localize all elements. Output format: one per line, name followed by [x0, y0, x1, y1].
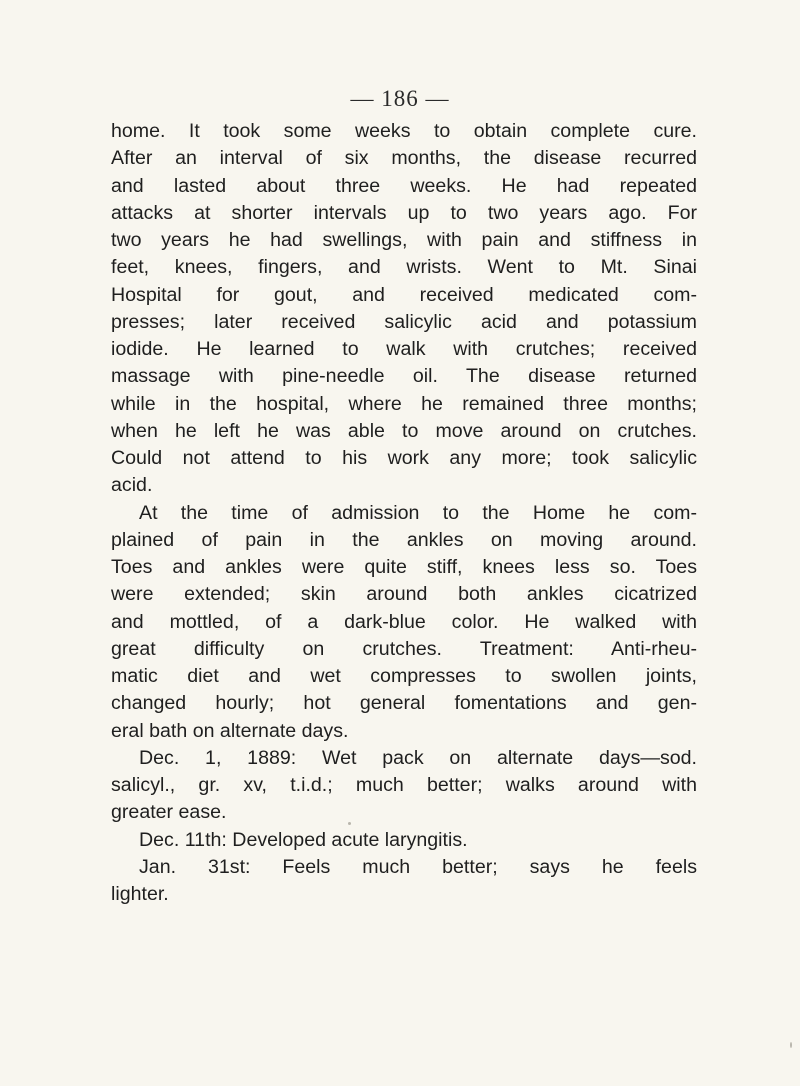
- text-line: feet, knees, fingers, and wrists. Went to Mt. Sinai: [111, 256, 697, 279]
- paper-speck: [348, 822, 351, 825]
- text-line: salicyl., gr. xv, t.i.d.; much better; walks around with: [111, 774, 697, 796]
- text-line: Dec. 11th: Developed acute laryngitis.: [139, 828, 468, 851]
- text-line: great difficulty on crutches. Treatment: Anti-rheu-: [111, 637, 697, 660]
- text-line: greater ease.: [111, 801, 227, 824]
- text-line: changed hourly; hot general fomentations and gen-: [111, 692, 697, 715]
- paper-speck: [790, 1042, 792, 1048]
- text-line: Hospital for gout, and received medicated com-: [111, 283, 697, 306]
- text-line: Jan. 31st: Feels much better; says he feels: [139, 855, 697, 878]
- text-line: when he left he was able to move around on crutches.: [111, 419, 697, 442]
- text-line: home. It took some weeks to obtain complete cure.: [111, 120, 697, 142]
- body-text: [111, 118, 697, 908]
- text-line: two years he had swellings, with pain and stiffness in: [111, 229, 697, 251]
- text-line: while in the hospital, where he remained three months;: [111, 392, 697, 415]
- text-line: At the time of admission to the Home he com-: [139, 501, 697, 524]
- text-line: lighter.: [111, 883, 169, 905]
- text-line: eral bath on alternate days.: [111, 719, 349, 742]
- page-number-header: — 186 —: [350, 86, 450, 111]
- text-line: Could not attend to his work any more; took salicylic: [111, 447, 697, 469]
- text-line: Toes and ankles were quite stiff, knees less so. Toes: [111, 556, 697, 578]
- text-line: were extended; skin around both ankles cicatrized: [111, 583, 697, 606]
- text-line: and lasted about three weeks. He had repeated: [111, 174, 697, 197]
- text-line: After an interval of six months, the disease recurred: [111, 147, 697, 170]
- text-line: iodide. He learned to walk with crutches; received: [111, 338, 697, 360]
- text-line: presses; later received salicylic acid and potassium: [111, 310, 697, 333]
- text-line: and mottled, of a dark-blue color. He walked with: [111, 610, 697, 633]
- text-line: matic diet and wet compresses to swollen joints,: [111, 665, 697, 687]
- text-line: plained of pain in the ankles on moving around.: [111, 528, 697, 551]
- text-line: Dec. 1, 1889: Wet pack on alternate days—sod.: [139, 746, 697, 769]
- text-line: acid.: [111, 474, 153, 497]
- text-line: attacks at shorter intervals up to two years ago. For: [111, 201, 697, 224]
- text-line: massage with pine-needle oil. The disease returned: [111, 365, 697, 388]
